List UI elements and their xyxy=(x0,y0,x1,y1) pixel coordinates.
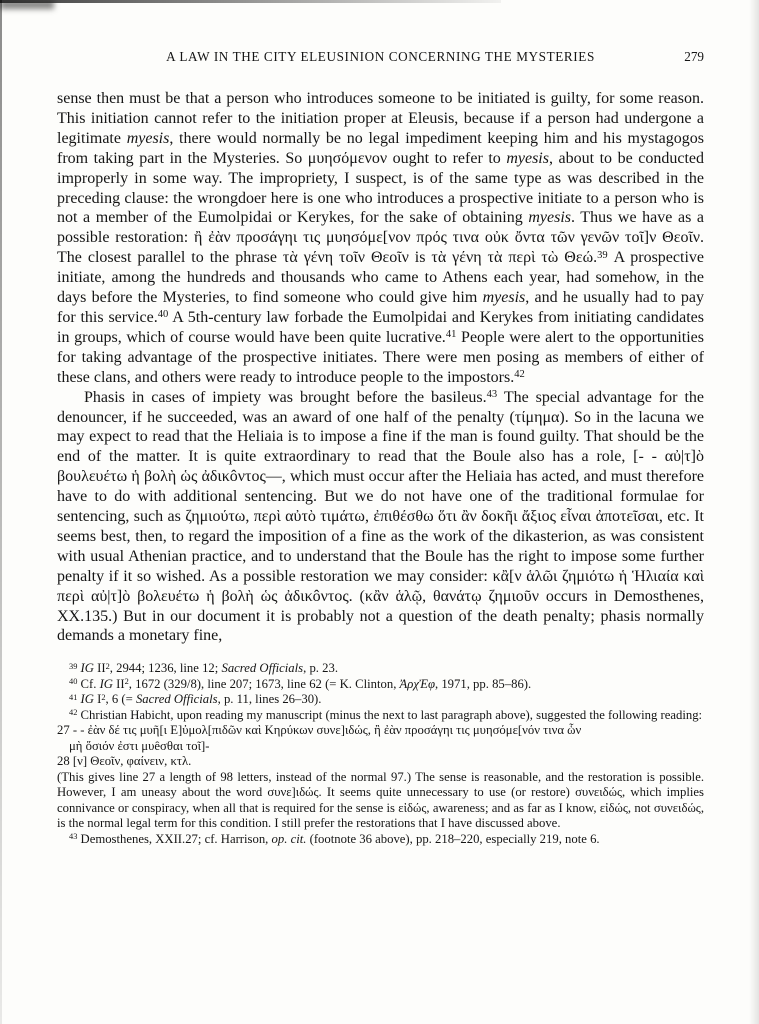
footnote-block: $^{40}$ Cf. IG $II^2$, 1672 (329/8), line 207; 1673, line 62 (= K. Clinton, ἈρχἘφ, 1971, pp. 85–86). xyxy=(69,676,532,691)
footnote-block: $^{39}$ IG $II^2$, 2944; 1236, line 12; Sacred Officials, p. 23. xyxy=(69,661,338,676)
scan-artifact-left-edge xyxy=(0,0,2,1024)
scan-artifact-top-edge xyxy=(0,0,501,3)
scan-artifact-corner xyxy=(0,0,54,9)
running-head xyxy=(57,49,704,65)
footnote-block: $^{42}$ Christian Habicht, upon reading my manuscript (minus the next to last paragraph above), suggested the following reading: xyxy=(69,707,703,722)
body-text xyxy=(57,89,704,646)
paragraph: sense then must be that a person who introduces someone to be initiated is guilty, for some reason. This initiation cannot refer to the initiation proper at Eleusis, because if a person had undergone a legitimate myesis, there would normally be no legal impediment keeping him and his mystagogos from taking part in the Mysteries. So μυησόμενον ought to refer to myesis, about to be conducted improperly in some way. The impropriety, I suspect, is of the same type as was described in the preceding clause: the wrongdoer here is one who introduces a prospective initiate to a person who is not a member of the Eumolpidai or Kerykes, for the sake of obtaining myesis. Thus we have as a possible restoration: ἢ ἐὰν προσάγηι τις μυησόμε[νον πρός τινα οὐκ ὄντα τῶν γενῶν τοῖ]ν Θεοῖν. The closest parallel to the phrase τὰ γένη τοῖν Θεοῖν is τὰ γένη τὰ περὶ τὼ Θεώ.$^{39}$ A prospective initiate, among the hundreds and thousands who came to Athens each year, had somehow, in the days before the Mysteries, to find someone who could give him myesis, and he usually had to pay for this service.$^{40}$ A 5th-century law forbade the Eumolpidai and Kerykes from initiating candidates in groups, which of course would have been quite lucrative.$^{41}$ People were alert to the opportunities for taking advantage of the prospective initiates. There were men posing as members of either of these clans, and others were ready to introduce people to the impostors.$^{42}$ xyxy=(57,90,705,386)
footnote-block: (This gives line 27 a length of 98 letters, instead of the normal 97.) The sense is reasonable, and the restoration is possible. However, I am uneasy about the word συνε]ιδώς. It seems quite unnecessary to use (or restore) συνειδώς, which implies connivance or conspiracy, when all that is required for the sense is εἰδώς, awareness; and as far as I know, εἰδώς, not συνειδώς, is the normal legal term for this condition. I still prefer the restorations that I have discussed above. xyxy=(57,769,704,831)
footnote-block: 27 - - ἐὰν δέ τις μυῆ[ι Ε]ὐμολ[πιδῶν καὶ Κηρύκων συνε]ιδώς, ἢ ἐὰν προσάγηι τις μυησόμε[νόν τινα ὧν μὴ ὅσιόν ἐστι μυêσθαι τοῖ]- xyxy=(57,723,582,753)
running-title: A LAW IN THE CITY ELEUSINION CONCERNING THE MYSTERIES xyxy=(166,49,595,64)
footnote-block: $^{41}$ IG $I^2$, 6 (= Sacred Officials, p. 11, lines 26–30). xyxy=(69,692,322,707)
page-number: 279 xyxy=(684,49,704,64)
page-content xyxy=(57,49,704,847)
footnote-block: $^{43}$ Demosthenes, XXII.27; cf. Harrison, op. cit. (footnote 36 above), pp. 218–220, especially 219, note 6. xyxy=(69,831,600,846)
scan-artifact-right-edge xyxy=(749,0,759,1024)
footnotes xyxy=(57,661,704,847)
footnote-block: 28 [ν] Θεοῖν, φαίνειν, κτλ. xyxy=(57,754,192,769)
paragraph: Phasis in cases of impiety was brought before the basileus.$^{43}$ The special advantage for the denouncer, if he succeeded, was an award of one half of the penalty (τίμημα). So in the lacuna we may expect to read that the Heliaia is to impose a fine if the man is found guilty. That should be the end of the matter. It is quite extraordinary to read that the Boule also has a role, [- - αὐ|τ]ὸ βουλευέτω ἡ βολὴ ὡς ἀδικôντος—, which must occur after the Heliaia has acted, and must therefore have to do with additional sentencing. But we do not have one of the traditional formulae for sentencing, such as ζημιούτω, περὶ αὐτὸ τιμάτω, ἐπιθέσθω ὅτι ἂν δοκῆι ἄξιος εἶναι ἀποτεῖσαι, etc. It seems best, then, to regard the imposition of a fine as the work of the dikasterion, as was consistent with usual Athenian practice, and to understand that the Boule has the right to impose some further penalty if it so wished. As a possible restoration we may consider: κἂ[ν ἁλῶι ζημιότω ἡ Ἡλιαία καὶ περὶ αὐ|τ]ὸ βολευέτω ἡ βολὴ ὡς ἀδικôντος. (κἂν ἁλῷ, θανάτῳ ζημιοῦν occurs in Demosthenes, XX.135.) But in our document it is probably not a question of the death penalty; phasis normally demands a monetary fine, xyxy=(57,388,705,645)
